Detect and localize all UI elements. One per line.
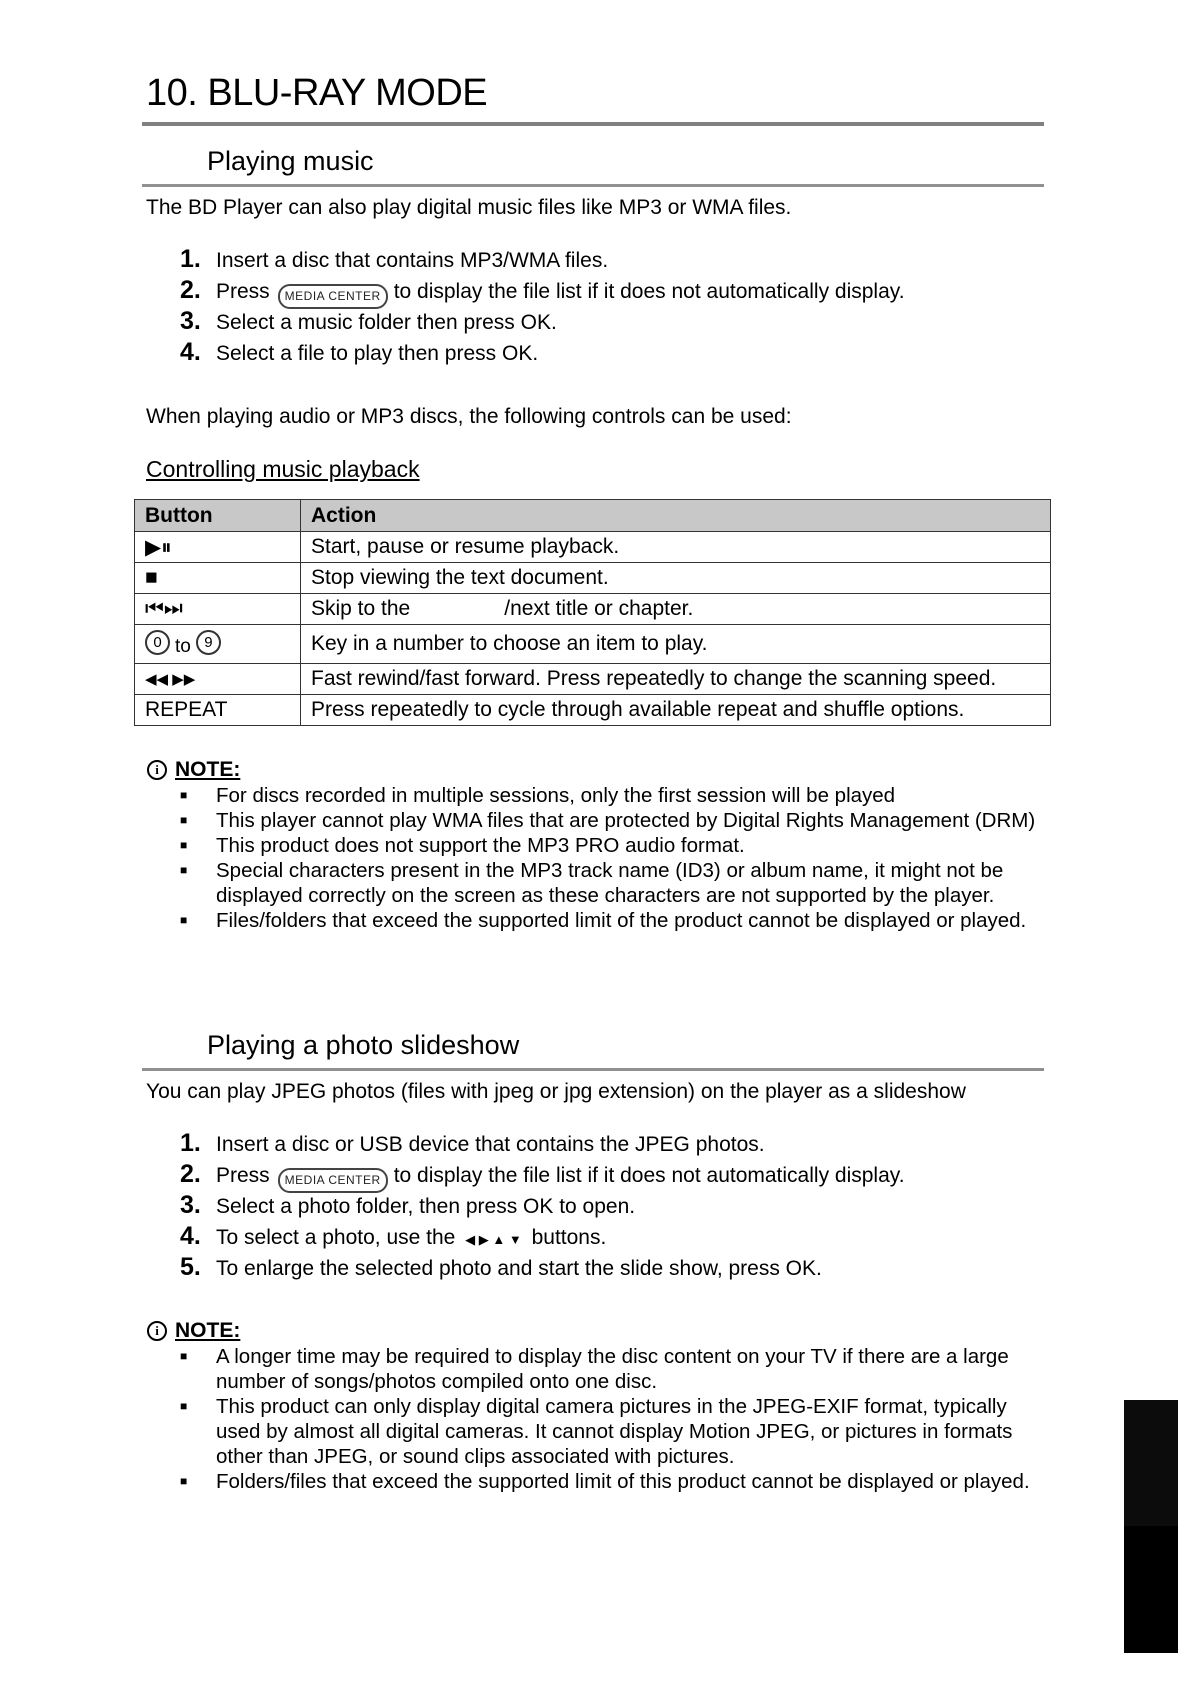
step-text: [216, 280, 905, 309]
step-number: 1.: [180, 245, 201, 273]
step-number: 4.: [180, 1222, 201, 1250]
list-item-text: This product can only display digital camera pictures in the JPEG-EXIF format, typically used by almost all digital cameras. It cannot display Motion JPEG, or pictures in formats other than JPEG, or sound clips associated with pictures.: [216, 1395, 1013, 1468]
note-label: NOTE:: [175, 758, 241, 781]
photo-step: [180, 1129, 905, 1160]
arrow-keys-icon: ◀ ▶ ▲ ▼: [465, 1232, 522, 1247]
step-number: 3.: [180, 307, 201, 335]
list-item-text: Folders/files that exceed the supported limit of this product cannot be displayed or played.: [216, 1470, 1030, 1493]
note-heading: [147, 758, 240, 782]
step-text-before: Press: [216, 280, 270, 303]
square-bullet-icon: ■: [180, 813, 188, 827]
info-icon: i: [147, 1321, 167, 1341]
play-pause-icon: ▶⏸: [135, 532, 301, 563]
digit-9-key-icon: 9: [196, 630, 221, 655]
step-text: Insert a disc or USB device that contains the JPEG photos.: [216, 1133, 765, 1156]
list-item: [180, 833, 1040, 858]
list-item: [180, 908, 1040, 933]
square-bullet-icon: ■: [180, 913, 188, 927]
music-steps: [180, 245, 905, 369]
list-item-text: This player cannot play WMA files that are protected by Digital Rights Management (DRM): [216, 809, 1036, 832]
photo-step: [180, 1253, 905, 1284]
note-list: [180, 1344, 1040, 1494]
action-text-after: /next title or chapter.: [504, 597, 694, 620]
list-item-text: A longer time may be required to display the disc content on your TV if there are a large number of songs/photos compiled onto one disc.: [216, 1345, 1009, 1393]
skip-prev-next-icon: ⏮⏭: [135, 594, 301, 625]
list-item-text: Files/folders that exceed the supported limit of the product cannot be displayed or played.: [216, 909, 1027, 932]
square-bullet-icon: ■: [180, 1474, 188, 1488]
list-item: [180, 808, 1040, 833]
chapter-divider: [142, 122, 1044, 126]
media-center-button-icon: MEDIA CENTER: [278, 1168, 388, 1193]
action-cell: Start, pause or resume playback.: [301, 532, 1051, 563]
music-step: [180, 276, 905, 307]
chapter-title: 10. BLU-RAY MODE: [146, 72, 488, 114]
table-row: [135, 594, 1051, 625]
table-header-row: [135, 500, 1051, 532]
music-step: [180, 245, 905, 276]
section-divider-music: [142, 184, 1044, 187]
step-text: Select a music folder then press OK.: [216, 311, 557, 334]
step-text-before: To select a photo, use the: [216, 1226, 456, 1249]
list-item: [180, 1344, 1040, 1394]
column-header-button: Button: [135, 500, 301, 532]
photo-steps: [180, 1129, 905, 1284]
number-keys-cell: [135, 625, 301, 664]
music-intro: The BD Player can also play digital music files like MP3 or WMA files.: [146, 196, 792, 219]
step-number: 2.: [180, 1160, 201, 1188]
step-text-after: to display the file list if it does not automatically display.: [393, 280, 905, 303]
rewind-forward-icon: ◀◀ ▶▶: [135, 664, 301, 695]
step-text-before: Press: [216, 1164, 270, 1187]
list-item: [180, 1469, 1040, 1494]
step-number: 1.: [180, 1129, 201, 1157]
table-row: [135, 625, 1051, 664]
list-item-text: This product does not support the MP3 PRO audio format.: [216, 834, 745, 857]
digit-0-key-icon: 0: [145, 630, 170, 655]
action-text-before: Skip to the: [311, 597, 411, 620]
step-text-after: buttons.: [531, 1226, 607, 1249]
photo-step: [180, 1222, 905, 1253]
action-cell: Stop viewing the text document.: [301, 563, 1051, 594]
media-center-button-icon: MEDIA CENTER: [278, 284, 388, 309]
step-number: 5.: [180, 1253, 201, 1281]
list-item: [180, 783, 1040, 808]
table-row: [135, 563, 1051, 594]
square-bullet-icon: ■: [180, 838, 188, 852]
note-heading: [147, 1319, 240, 1343]
action-cell: Key in a number to choose an item to play.: [301, 625, 1051, 664]
step-text: To enlarge the selected photo and start the slide show, press OK.: [216, 1257, 822, 1280]
photo-step: [180, 1160, 905, 1191]
note-label: NOTE:: [175, 1319, 241, 1342]
section-title-photo: Playing a photo slideshow: [207, 1030, 520, 1060]
step-text: [216, 1226, 606, 1250]
action-cell: [301, 594, 1051, 625]
list-item-text: Special characters present in the MP3 track name (ID3) or album name, it might not be displayed correctly on the screen as these characters are not supported by the player.: [216, 859, 1004, 907]
table-row: [135, 695, 1051, 726]
section-divider-photo: [142, 1068, 1044, 1071]
square-bullet-icon: ■: [180, 1349, 188, 1363]
list-item-text: For discs recorded in multiple sessions, only the first session will be played: [216, 784, 896, 807]
music-step: [180, 307, 905, 338]
step-text-after: to display the file list if it does not automatically display.: [393, 1164, 905, 1187]
step-number: 4.: [180, 338, 201, 366]
table-row: [135, 532, 1051, 563]
table-row: [135, 664, 1051, 695]
list-item: [180, 1394, 1040, 1469]
square-bullet-icon: ■: [180, 863, 188, 877]
list-item: [180, 858, 1040, 908]
section-tab-lower: [1124, 1526, 1178, 1653]
section-tab-upper: [1124, 1400, 1178, 1526]
square-bullet-icon: ■: [180, 788, 188, 802]
controls-intro: When playing audio or MP3 discs, the following controls can be used:: [146, 405, 792, 428]
step-text: Insert a disc that contains MP3/WMA files.: [216, 249, 609, 272]
step-text: [216, 1164, 905, 1193]
repeat-button-label: REPEAT: [135, 695, 301, 726]
to-label: to: [175, 636, 191, 658]
note-list: [180, 783, 1040, 933]
square-bullet-icon: ■: [180, 1399, 188, 1413]
step-text: Select a photo folder, then press OK to open.: [216, 1195, 636, 1218]
action-cell: Fast rewind/fast forward. Press repeatedly to change the scanning speed.: [301, 664, 1051, 695]
info-icon: i: [147, 760, 167, 780]
photo-intro: You can play JPEG photos (files with jpeg or jpg extension) on the player as a slideshow: [146, 1080, 966, 1103]
section-title-music: Playing music: [207, 146, 374, 176]
step-number: 2.: [180, 276, 201, 304]
step-number: 3.: [180, 1191, 201, 1219]
step-text: Select a file to play then press OK.: [216, 342, 539, 365]
controls-table: [134, 499, 1051, 726]
controls-heading: Controlling music playback: [146, 456, 420, 482]
stop-icon: ■: [135, 563, 301, 594]
column-header-action: Action: [301, 500, 1051, 532]
music-step: [180, 338, 905, 369]
photo-step: [180, 1191, 905, 1222]
action-cell: Press repeatedly to cycle through available repeat and shuffle options.: [301, 695, 1051, 726]
